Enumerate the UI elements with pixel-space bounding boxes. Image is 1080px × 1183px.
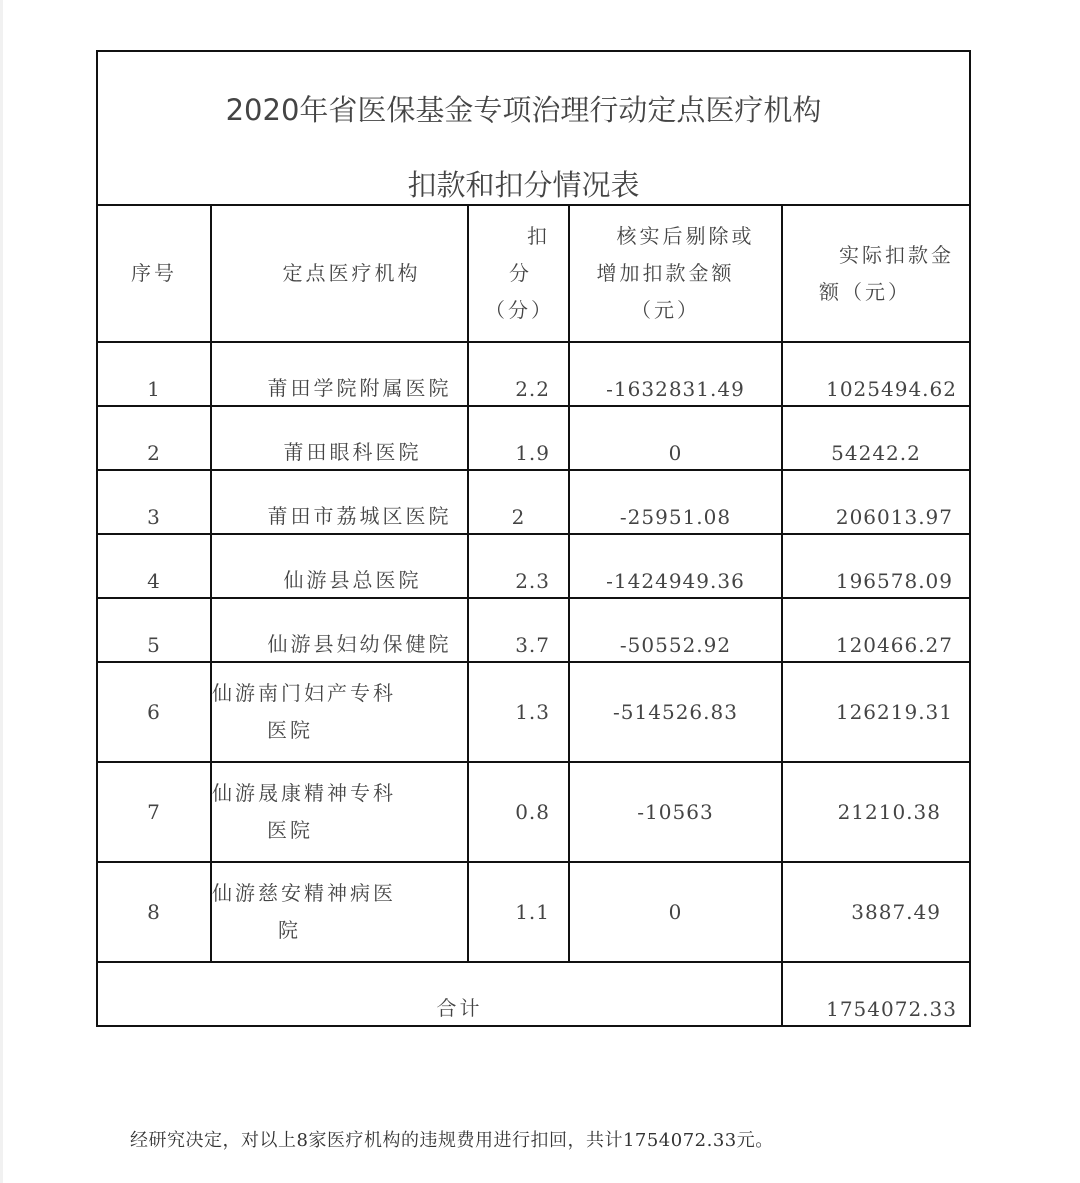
row-adjust: -1424949.36 xyxy=(606,569,745,593)
row-score: 1.9 xyxy=(515,441,550,465)
header-score xyxy=(468,205,569,342)
header-adjust-l2: 增加扣款金额 xyxy=(596,261,735,285)
header-institution-label: 定点医疗机构 xyxy=(282,261,421,285)
table-row xyxy=(97,762,970,862)
row-institution: 莆田市荔城区医院 xyxy=(267,504,452,528)
total-row xyxy=(97,962,970,1026)
table-row xyxy=(97,470,970,534)
row-score: 0.8 xyxy=(515,800,550,824)
row-seq: 4 xyxy=(147,569,161,593)
row-institution-l1: 仙游南门妇产专科 xyxy=(212,681,396,705)
header-actual-l2: 额（元） xyxy=(819,279,911,304)
row-institution-l1: 仙游慈安精神病医 xyxy=(212,881,396,905)
table-row xyxy=(97,862,970,962)
row-seq: 2 xyxy=(147,441,161,465)
header-actual-l1: 实际扣款金 xyxy=(839,242,954,267)
row-institution: 莆田学院附属医院 xyxy=(267,376,452,400)
row-seq: 5 xyxy=(147,633,161,657)
row-actual: 21210.38 xyxy=(837,800,941,824)
row-institution-l2: 院 xyxy=(278,918,301,942)
row-score: 2.2 xyxy=(515,377,550,401)
row-score: 3.7 xyxy=(515,633,550,657)
row-score: 1.1 xyxy=(515,900,550,924)
row-score: 2 xyxy=(511,505,526,529)
row-actual: 3887.49 xyxy=(851,900,941,924)
total-value: 1754072.33 xyxy=(826,997,957,1021)
row-score: 1.3 xyxy=(515,700,550,724)
table-row xyxy=(97,534,970,598)
row-adjust: 0 xyxy=(668,900,683,924)
header-seq: 序号 xyxy=(97,205,211,342)
row-score: 2.3 xyxy=(515,569,550,593)
row-seq: 8 xyxy=(147,900,161,924)
table-row xyxy=(97,342,970,406)
row-adjust: -10563 xyxy=(637,800,714,824)
page-left-edge xyxy=(0,0,3,1183)
row-institution-l2: 医院 xyxy=(267,718,313,742)
row-seq: 3 xyxy=(147,505,161,529)
header-score-l1: 扣 xyxy=(527,224,550,248)
header-score-l2: 分 xyxy=(509,261,532,285)
row-adjust: -514526.83 xyxy=(613,700,738,724)
row-institution-l2: 医院 xyxy=(267,818,313,842)
row-actual: 206013.97 xyxy=(835,505,953,529)
row-adjust: -1632831.49 xyxy=(606,377,745,401)
header-actual xyxy=(782,205,970,342)
row-institution-l1: 仙游晟康精神专科 xyxy=(212,781,396,805)
row-actual: 1025494.62 xyxy=(826,377,957,401)
total-label: 合计 xyxy=(436,996,483,1020)
row-actual: 120466.27 xyxy=(835,633,953,657)
header-adjust xyxy=(569,205,782,342)
header-adjust-l3: （元） xyxy=(631,298,700,322)
header-institution xyxy=(211,205,468,342)
row-institution: 仙游县妇幼保健院 xyxy=(267,632,452,656)
row-actual: 126219.31 xyxy=(835,700,953,724)
deduction-table xyxy=(96,50,971,1027)
footnote-text: 经研究决定，对以上8家医疗机构的违规费用进行扣回，共计1754072.33元。 xyxy=(130,1130,774,1151)
table-title-line1: 2020年省医保基金专项治理行动定点医疗机构 xyxy=(225,93,822,127)
row-institution xyxy=(211,662,468,762)
row-seq: 7 xyxy=(147,800,161,824)
row-institution: 仙游县总医院 xyxy=(283,568,422,592)
table-header-row xyxy=(97,205,970,342)
table-row xyxy=(97,598,970,662)
row-adjust: -25951.08 xyxy=(619,505,732,529)
header-adjust-l1: 核实后剔除或 xyxy=(616,224,755,248)
table-title-cell xyxy=(97,51,970,205)
row-institution xyxy=(211,762,468,862)
row-adjust: -50552.92 xyxy=(619,633,732,657)
row-institution xyxy=(211,862,468,962)
row-seq: 6 xyxy=(147,700,161,724)
row-seq: 1 xyxy=(147,377,161,401)
row-adjust: 0 xyxy=(668,441,683,465)
row-actual: 54242.2 xyxy=(831,441,921,465)
row-actual: 196578.09 xyxy=(835,569,953,593)
header-score-l3: （分） xyxy=(485,298,554,322)
table-row xyxy=(97,662,970,762)
table-row xyxy=(97,406,970,470)
row-institution: 莆田眼科医院 xyxy=(283,440,422,464)
table-title-line2: 扣款和扣分情况表 xyxy=(407,168,640,202)
